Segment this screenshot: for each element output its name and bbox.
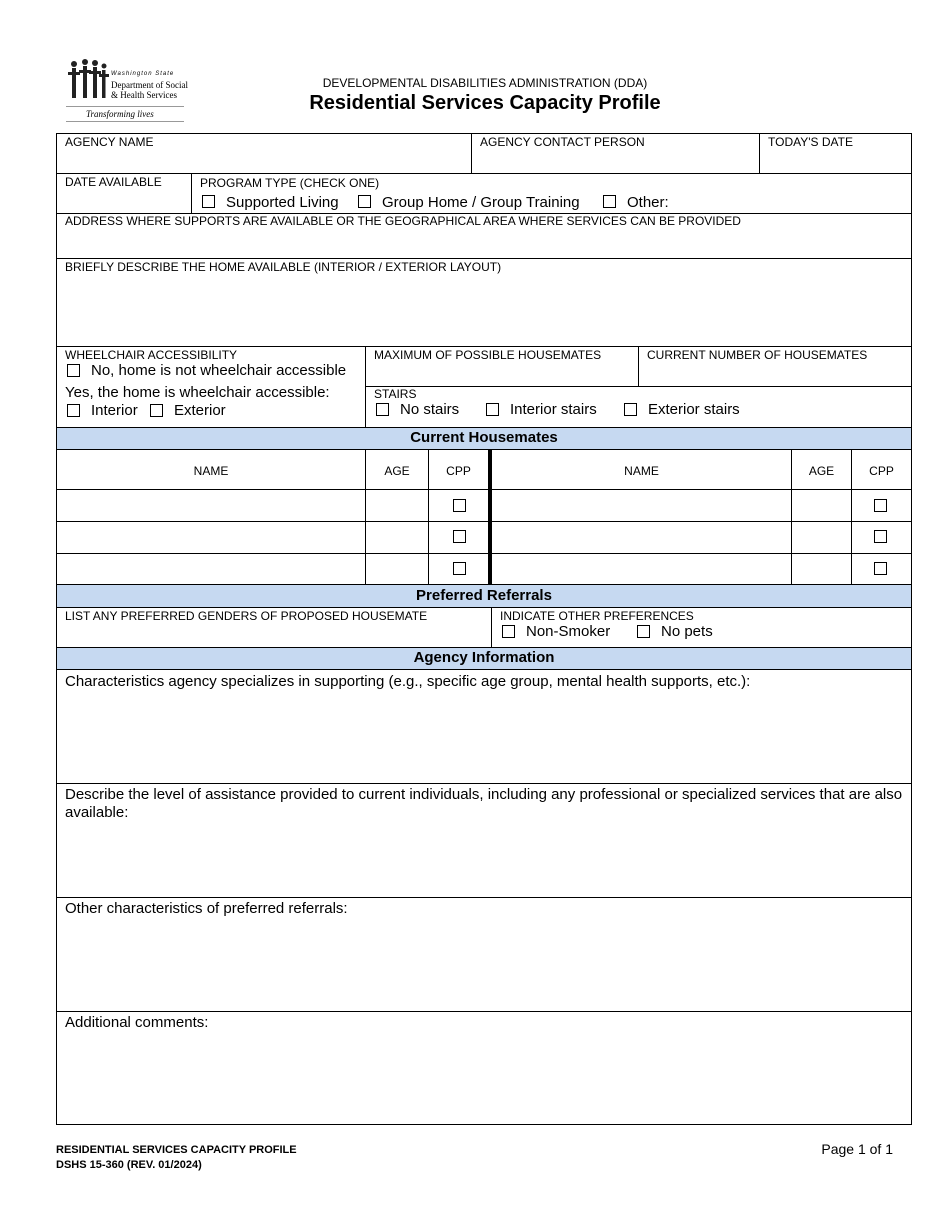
other-program-checkbox[interactable] bbox=[603, 195, 616, 208]
current-housemates-heading: Current Housemates bbox=[410, 429, 558, 446]
col-name-right: NAME bbox=[624, 464, 659, 478]
col-name-left: NAME bbox=[193, 464, 229, 478]
wheelchair-yes-text: Yes, the home is wheelchair accessible: bbox=[65, 384, 330, 401]
page-title: Residential Services Capacity Profile bbox=[309, 92, 661, 114]
contact-person-field[interactable] bbox=[472, 150, 758, 172]
housemate-cpp-checkbox[interactable] bbox=[453, 499, 466, 512]
agency-name-label: AGENCY NAME bbox=[65, 135, 154, 149]
non-smoker-checkbox[interactable] bbox=[502, 625, 515, 638]
characteristics-label: Characteristics agency specializes in supporting (e.g., specific age group, mental health supports, etc.): bbox=[65, 673, 751, 690]
todays-date-field[interactable] bbox=[760, 150, 910, 172]
supported-living-label: Supported Living bbox=[226, 194, 339, 211]
housemate-name-field[interactable] bbox=[57, 490, 365, 521]
housemate-age-field[interactable] bbox=[792, 554, 851, 584]
logo-tagline: Transforming lives bbox=[86, 109, 154, 119]
wheelchair-interior-checkbox[interactable] bbox=[67, 404, 80, 417]
housemate-age-field[interactable] bbox=[366, 554, 428, 584]
col-age-left: AGE bbox=[384, 464, 410, 478]
footer-form-title: RESIDENTIAL SERVICES CAPACITY PROFILE bbox=[56, 1144, 297, 1156]
address-field[interactable] bbox=[57, 229, 911, 257]
wheelchair-exterior-label: Exterior bbox=[174, 402, 226, 419]
housemate-age-field[interactable] bbox=[366, 490, 428, 521]
housemate-name-field[interactable] bbox=[492, 522, 791, 553]
logo-dept-line1: Department of Social bbox=[111, 80, 188, 90]
additional-comments-label: Additional comments: bbox=[65, 1014, 209, 1031]
group-home-label: Group Home / Group Training bbox=[382, 194, 580, 211]
housemate-cpp-checkbox[interactable] bbox=[453, 562, 466, 575]
housemate-cpp-checkbox[interactable] bbox=[874, 530, 887, 543]
wheelchair-exterior-checkbox[interactable] bbox=[150, 404, 163, 417]
no-stairs-checkbox[interactable] bbox=[376, 403, 389, 416]
other-preferences-label: INDICATE OTHER PREFERENCES bbox=[500, 609, 694, 623]
current-housemates-count-field[interactable] bbox=[639, 363, 910, 385]
housemate-cpp-checkbox[interactable] bbox=[874, 499, 887, 512]
address-label: ADDRESS WHERE SUPPORTS ARE AVAILABLE OR THE GEOGRAPHICAL AREA WHERE SERVICES CAN BE PROVIDED bbox=[65, 214, 741, 228]
no-pets-label: No pets bbox=[661, 623, 713, 640]
footer-form-number: DSHS 15-360 (REV. 01/2024) bbox=[56, 1159, 202, 1171]
preferred-genders-label: LIST ANY PREFERRED GENDERS OF PROPOSED HOUSEMATE bbox=[65, 609, 428, 623]
housemate-cpp-checkbox[interactable] bbox=[874, 562, 887, 575]
other-program-label: Other: bbox=[627, 194, 669, 211]
housemate-age-field[interactable] bbox=[792, 522, 851, 553]
logo-divider-bottom bbox=[66, 121, 184, 122]
additional-comments-field[interactable] bbox=[57, 1034, 911, 1124]
agency-name-field[interactable] bbox=[57, 150, 470, 172]
housemate-name-field[interactable] bbox=[492, 490, 791, 521]
describe-home-field[interactable] bbox=[57, 276, 911, 345]
max-housemates-field[interactable] bbox=[366, 363, 637, 385]
footer-page-number: Page 1 of 1 bbox=[821, 1141, 893, 1157]
wheelchair-no-label: No, home is not wheelchair accessible bbox=[91, 362, 347, 379]
current-housemates-count-label: CURRENT NUMBER OF HOUSEMATES bbox=[647, 348, 868, 362]
assistance-label: Describe the level of assistance provided to current individuals, including any professional or specialized services that are also available: bbox=[65, 786, 903, 821]
program-type-label: PROGRAM TYPE (CHECK ONE) bbox=[200, 176, 380, 190]
agency-heading: DEVELOPMENTAL DISABILITIES ADMINISTRATION (DDA) bbox=[322, 76, 648, 90]
table-row bbox=[57, 522, 911, 553]
characteristics-field[interactable] bbox=[57, 694, 911, 782]
people-figures-icon bbox=[66, 58, 110, 104]
dshs-logo bbox=[64, 58, 186, 124]
logo-state: Washington State bbox=[111, 71, 175, 77]
no-pets-checkbox[interactable] bbox=[637, 625, 650, 638]
preferred-referrals-heading: Preferred Referrals bbox=[416, 587, 552, 604]
date-available-field[interactable] bbox=[57, 190, 190, 212]
describe-home-label: BRIEFLY DESCRIBE THE HOME AVAILABLE (INTERIOR / EXTERIOR LAYOUT) bbox=[65, 260, 502, 274]
interior-stairs-checkbox[interactable] bbox=[486, 403, 499, 416]
wheelchair-no-checkbox[interactable] bbox=[67, 364, 80, 377]
max-housemates-label: MAXIMUM OF POSSIBLE HOUSEMATES bbox=[374, 348, 602, 362]
other-characteristics-field[interactable] bbox=[57, 920, 911, 1010]
non-smoker-label: Non-Smoker bbox=[526, 623, 611, 640]
supported-living-checkbox[interactable] bbox=[202, 195, 215, 208]
housemate-name-field[interactable] bbox=[57, 554, 365, 584]
interior-stairs-label: Interior stairs bbox=[510, 401, 597, 418]
table-row bbox=[57, 490, 911, 521]
col-cpp-right: CPP bbox=[869, 464, 894, 478]
date-available-label: DATE AVAILABLE bbox=[65, 175, 162, 189]
preferred-genders-field[interactable] bbox=[57, 624, 490, 646]
todays-date-label: TODAY'S DATE bbox=[768, 135, 853, 149]
housemate-name-field[interactable] bbox=[492, 554, 791, 584]
housemate-name-field[interactable] bbox=[57, 522, 365, 553]
housemate-cpp-checkbox[interactable] bbox=[453, 530, 466, 543]
wheelchair-interior-label: Interior bbox=[91, 402, 138, 419]
exterior-stairs-label: Exterior stairs bbox=[648, 401, 740, 418]
col-age-right: AGE bbox=[808, 464, 835, 478]
group-home-checkbox[interactable] bbox=[358, 195, 371, 208]
exterior-stairs-checkbox[interactable] bbox=[624, 403, 637, 416]
col-cpp-left: CPP bbox=[446, 464, 471, 478]
wheelchair-label: WHEELCHAIR ACCESSIBILITY bbox=[65, 348, 238, 362]
housemate-age-field[interactable] bbox=[792, 490, 851, 521]
no-stairs-label: No stairs bbox=[400, 401, 460, 418]
logo-dept-line2: & Health Services bbox=[111, 90, 177, 100]
housemate-age-field[interactable] bbox=[366, 522, 428, 553]
stairs-label: STAIRS bbox=[374, 387, 417, 401]
contact-person-label: AGENCY CONTACT PERSON bbox=[480, 135, 645, 149]
logo-divider bbox=[66, 106, 184, 107]
table-row bbox=[57, 554, 911, 584]
agency-information-heading: Agency Information bbox=[413, 649, 555, 666]
other-characteristics-label: Other characteristics of preferred referrals: bbox=[65, 900, 348, 917]
assistance-field[interactable] bbox=[57, 826, 911, 896]
